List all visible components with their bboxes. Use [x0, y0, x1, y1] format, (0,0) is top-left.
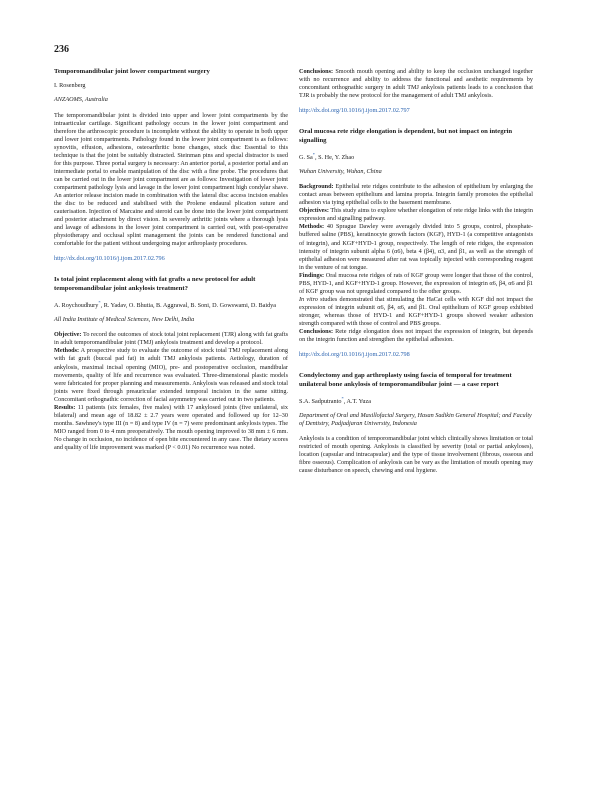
- doi-link[interactable]: http://dx.doi.org/10.1016/j.ijom.2017.02.797: [299, 107, 410, 115]
- abstract-body: Ankylosis is a condition of temporomandibular joint which clinically shows limitation or total restricted of mouth opening. Ankylosis is classified by severity (total or partial ankyloses), location (capsular and intracapsular) and the type of tissue involvement (fibrous, osseous and fibre osseous). Complication of ankylosis can be vary as the limitation of mouth opening may cause disturbance on speech, chewing and oral hygiene.: [299, 435, 533, 475]
- abstract-authors: A. Roychoudhury*, R. Yadav, O. Bhutia, B. Aggrawal, B. Soni, D. Gowswami, D. Baidya: [54, 300, 277, 310]
- abstract-authors: I. Rosenberg: [54, 82, 86, 90]
- background-paragraph: Background: Epithelial rete ridges contribute to the adhesion of epithelium by enlarging the contact areas between epithelium and lamina propria. Integrin family promotes the epithelial adhesion via tying epithelial cells to the basement membrane.: [299, 183, 533, 207]
- abstract-title: Temporomandibular joint lower compartment surgery: [54, 68, 210, 75]
- abstract-affiliation: All India Institute of Medical Sciences, New Delhi, India: [54, 316, 195, 324]
- abstract-authors: S.A. Sadputranto*, A.T. Yuza: [299, 396, 372, 406]
- corresponding-author-mark: *: [341, 396, 344, 401]
- abstract-affiliation: ANZAOMS, Australia: [54, 96, 108, 104]
- objective-paragraph: Objective: To record the outcomes of stock total joint replacement (TJR) along with fat grafts in adult temporomandibular joint (TMJ) ankylosis treatment and develop a protocol.: [54, 331, 288, 347]
- abstract-body: The temporomandibular joint is divided into upper and lower joint compartments by the intraarticular cartilage. Significant pathology occurs in the lower joint compartment and therefore the arthroscopic procedure is incomplete without the ability to operate in both upper and lower joint compartments. Pathology found in the lower joint compartment is as follows: synovitis, effusion, adhesions, osteoarthritic bone changes, stuck disc Essential to this technique is that the joint be suitably distracted. Steinman pins and special distractor is used for this purpose. Three portal surgery is necessary: An anterior portal, a posterior portal and an intermediate portal to enable manipulation of the disc with a fine probe. The procedures that can be carried out in the lower joint compartment are as follows: Investigation of lower joint compartment pathology lysis and lavage in the lower joint compartment high condylar shave. An anterior release incision made in combination with the lateral disc access incision enables the disc to be reduced and stabilised with the Prolene endaural plication suture and cauterisation. Injection of Marcaine and steroid can be done into the lower joint compartment and posterior attachment by direct vision. In severely arthritic joints where a thorough lysis and lavage of adhesions in the lower joint compartment is carried out, with post-operative physiotherapy and occlusal splint management the joints can be rendered functional and comfortable for the patient without undergoing major arthroplasty procedures.: [54, 111, 288, 248]
- abstract-affiliation: Department of Oral and Maxillofacial Surgery, Hasan Sadikin General Hospital; and Faculty of Dentistry, Padjadjaran University, Indonesia: [299, 412, 532, 428]
- right-column: [299, 68, 533, 475]
- abstract-title: Oral mucosa rete ridge elongation is dependent, but not impact on integrin signalling: [299, 128, 513, 144]
- findings-paragraph: Findings: Oral mucosa rete ridges of rats of KGF group were longer that those of the control, PBS, HYD-1, and KGF+HYD-1 group. However, the expression of integrin α6, β4, α6 and β1 of KGF group was not upregulated compared to the other groups.: [299, 271, 533, 295]
- conclusions-paragraph: Conclusions: Smooth mouth opening and ability to keep the occlusion unchanged together with no recurrence and ability to address the functional and aesthetic requirements by concomitant orthognathic surgery in adult TMJ ankylosis patients leads to a conclusion that TJR is probably the new protocol for the management of adult TMJ ankylosis.: [299, 68, 533, 100]
- methods-paragraph: Methods: 40 Sprague Dawley were averagely divided into 5 groups, control, phosphate-buffered saline (PBS), keratinocyte growth factors (KGF), HYD-1 (a competitive antagonists of integrin), and KGF+HYD-1 group, respectively. The length of rete ridges, the expression intensity of integrin subunit alpha 6 (α6), beta 4 (β4), α3, and β1, as well as the strength of epithelial adhesion were measured after rat was topically injected with corresponding reagent in the venture of rat tongue.: [299, 223, 533, 271]
- abstract-title: Is total joint replacement along with fat grafts a new protocol for adult temporomandibular joint ankylosis treatment?: [54, 276, 256, 292]
- doi-link[interactable]: http://dx.doi.org/10.1016/j.ijom.2017.02.798: [299, 351, 410, 359]
- results-paragraph: Results: 11 patients (six females, five males) with 17 ankylosed joints (five unilateral, six bilateral) and mean age of 18.82 ± 2.7 years were operated and followed up for 12–30 months. Sawhney's type III (n = 8) and type IV (n = 7) were predominant ankylosis types. The MIO ranged from 0 to 4 mm preoperatively. The mouth opening improved to 38 mm ± 6 mm. No change in occlusion, no incidence of open bite encountered in any case. The dietary scores and quality of life improvement was marked (P < 0.01) No recurrence was noted.: [54, 403, 288, 451]
- abstract-title: Condylectomy and gap arthroplasty using fascia of temporal for treatment unilateral bone ankylosis of temporomandibular joint — a case report: [299, 372, 512, 388]
- page-number: 236: [54, 44, 69, 55]
- doi-link[interactable]: http://dx.doi.org/10.1016/j.ijom.2017.02.796: [54, 255, 165, 263]
- objectives-paragraph: Objectives: This study aims to explore whether elongation of rete ridge links with the integrin expression and signalling pathway.: [299, 207, 533, 223]
- corresponding-author-mark: *: [312, 152, 315, 158]
- left-column: [54, 68, 288, 452]
- in-vitro-paragraph: In vitro studies demonstrated that stimulating the HaCat cells with KGF did not impact the expression of integrin subunit α6, β4, α6, and β1. Oral epithelium of KGF group exhibited stronger, whereas those of HYD-1 and KGF+HYD-1 groups showed weaker adhesion strength compared with those of control and PBS groups.: [299, 295, 533, 327]
- conclusions-paragraph: Conclusions: Rete ridge elongation does not impact the expression of integrin, but depends on the integrin function and strengthen the epithelial adhesion.: [299, 328, 533, 344]
- methods-paragraph: Methods: A prospective study to evaluate the outcome of stock total TMJ replacement along with fat graft (buccal pad fat) in adult TMJ ankylosis patients. Aetiology, duration of ankylosis, maximal incisal opening (MIO), pre- and postoperative occlusion, mandibular movements, quality of life and recurrence was evaluated. Three-dimensional plastic models were fabricated for proper planning and measurements. Ankylosis was released and stock total joints were fixed through preauricular extended temporal incision in the same sitting. Concomitant orthognathic correction of facial asymmetry was carried out in two patients.: [54, 347, 288, 403]
- abstract-affiliation: Wuhan University, Wuhan, China: [299, 168, 382, 176]
- corresponding-author-mark: *: [98, 300, 101, 306]
- abstract-authors: G. Sa*, S. He, Y. Zhao: [299, 152, 355, 162]
